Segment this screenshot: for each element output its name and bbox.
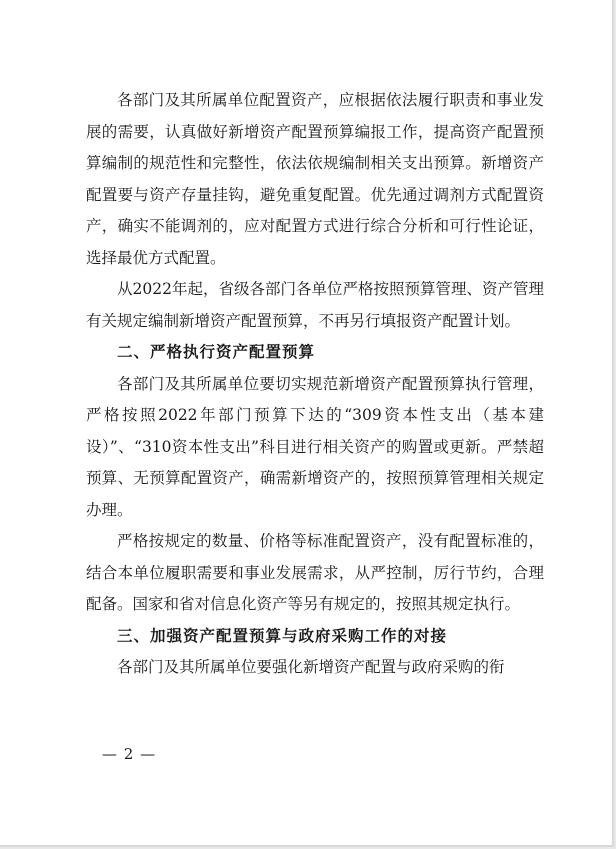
page-number: — 2 — (102, 745, 157, 763)
paragraph-from-2022: 从2022年起，省级各部门各单位严格按照预算管理、资产管理有关规定编制新增资产配置预算，不再另行填报资产配置计划。 (86, 280, 544, 330)
section-heading-3: 三、加强资产配置预算与政府采购工作的对接 (117, 626, 448, 645)
paragraph-budget-execution: 各部门及其所属单位要切实规范新增资产配置预算执行管理，严格按照2022年部门预算下达的“309资本性支出（基本建设）”、“310资本性支出”科目进行相关资产的购置或更新。严禁超预算、无预算配置资产，确需新增资产的，按照预算管理相关规定办理。 (86, 374, 544, 519)
section-heading-2: 二、严格执行资产配置预算 (117, 343, 316, 361)
paragraph-asset-allocation: 各部门及其所属单位配置资产，应根据依法履行职责和事业发展的需要，认真做好新增资产配置预算编报工作，提高资产配置预算编制的规范性和完整性，依法依规编制相关支出预算。新增资产配置要与资产存量挂钩，避免重复配置。优先通过调剂方式配置资产，确实不能调剂的，应对配置方式进行综合分析和可行性论证，选择最优方式配置。 (86, 91, 544, 267)
paragraph-procurement: 各部门及其所属单位要强化新增资产配置与政府采购的衔 (117, 658, 505, 676)
paragraph-standards: 严格按规定的数量、价格等标准配置资产，没有配置标准的，结合本单位履职需要和事业发展需求，从严控制，厉行节约，合理配备。国家和省对信息化资产等另有规定的，按照其规定执行。 (86, 532, 544, 613)
document-body (86, 85, 544, 684)
